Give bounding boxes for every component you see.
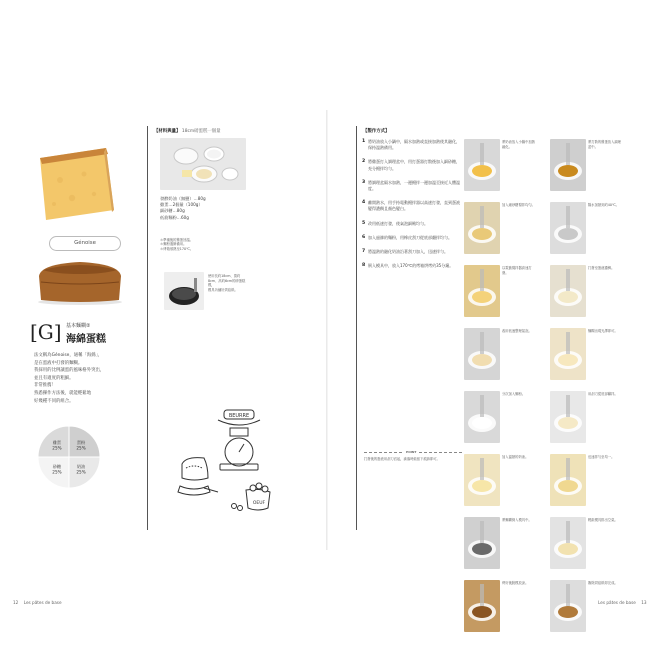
ingredient-item: 低筋麵粉…60g bbox=[160, 214, 189, 220]
tip-divider: POINT bbox=[364, 452, 462, 453]
step-photo-caption: 撕除烘焙紙即完成。 bbox=[588, 581, 618, 585]
intro-line: 非常推薦！ bbox=[34, 383, 56, 389]
recipe-badge: Génoise bbox=[49, 236, 121, 251]
step-6: 6 加入過篩的麵粉，用橡皮刮刀從底部翻拌均勻。 bbox=[362, 234, 452, 240]
intro-line: 我採用的比例讓蛋的風味格外突出， bbox=[34, 368, 105, 374]
step-photo-caption: 將打散的雞蛋放入調理盆中。 bbox=[588, 140, 621, 149]
step-photo-caption: 迅速拌勻至均一。 bbox=[588, 455, 615, 459]
pie-label: 雞蛋 bbox=[52, 439, 62, 445]
pie-value: 25% bbox=[76, 445, 86, 451]
step-7: 7 將溫熱的融化奶油沿著刮刀加入，迅速拌勻。 bbox=[362, 249, 448, 255]
pie-value: 25% bbox=[52, 469, 62, 475]
step-photo-caption: 加入細砂糖攪拌均勻。 bbox=[502, 203, 535, 207]
step-photo bbox=[464, 454, 500, 506]
ingredients-header: 【材料與量】 18cm磅蛋糕一個量 bbox=[154, 129, 221, 134]
step-photo bbox=[550, 454, 586, 506]
step-photo-caption: 輕敲模具排出空氣。 bbox=[588, 518, 618, 522]
pie-label: 蛋粉 bbox=[76, 439, 86, 445]
step-photo bbox=[464, 328, 500, 380]
step-2: 2 將雞蛋打入調理盆中，用打蛋器打散後加入細砂糖，充分攪拌均勻。 bbox=[362, 159, 460, 171]
baking-illustration bbox=[174, 400, 284, 520]
svg-text:OEUF: OEUF bbox=[252, 501, 266, 506]
ingredient-item: 細砂糖…80g bbox=[160, 208, 185, 214]
ingredient-item: 發酵奶油（無鹽）…80g bbox=[160, 196, 206, 201]
intro-line: 是在蛋液中打發的麵糊。 bbox=[34, 360, 83, 366]
intro-line: 好幾種不同的組合。 bbox=[34, 398, 74, 404]
step-photo bbox=[550, 139, 586, 191]
step-photo-caption: 以電動攪拌器高速打發。 bbox=[502, 266, 532, 275]
sponge-slice-photo bbox=[36, 140, 118, 224]
step-3: 3 將調理盆隔水加熱，一邊攪拌一邊加溫至接近人體溫度。 bbox=[362, 179, 460, 192]
step-photo-caption: 打發至蛋液濃稠。 bbox=[588, 266, 615, 270]
note: ＊麵粉過篩備用。 bbox=[160, 242, 187, 247]
step-photo bbox=[464, 265, 500, 317]
step-photo-caption: 隔水加熱到約40℃。 bbox=[588, 203, 619, 207]
ingredients-photo bbox=[160, 138, 246, 190]
mold-photo bbox=[164, 272, 204, 310]
recipe-subtitle: 基本麵糊② bbox=[66, 323, 91, 329]
recipe-title: 海綿蛋糕 bbox=[66, 334, 106, 345]
column-rule-right bbox=[356, 126, 357, 530]
step-photo-caption: 用刮刀從底部翻拌。 bbox=[588, 392, 618, 396]
method-header: 【製作方式】 bbox=[363, 129, 390, 134]
left-page-number: 12 Les pâtes de base bbox=[13, 600, 62, 605]
pie-label: 砂糖 bbox=[52, 464, 62, 470]
step-photo bbox=[550, 391, 586, 443]
step-photo bbox=[550, 202, 586, 254]
step-photo bbox=[464, 139, 500, 191]
loaf-photo bbox=[33, 258, 127, 306]
intro-line: 法文稱為Génoise，通稱「海綿」， bbox=[34, 353, 103, 358]
svg-text:BEURRE: BEURRE bbox=[228, 413, 250, 419]
pie-value: 25% bbox=[76, 469, 86, 475]
intro-line: 並且有適度的粗細。 bbox=[34, 375, 74, 381]
step-photo bbox=[550, 517, 586, 569]
step-photo bbox=[464, 391, 500, 443]
step-photo-caption: 將麵糊倒入模具中。 bbox=[502, 518, 532, 522]
note: ＊烤箱預熱至170℃。 bbox=[160, 246, 194, 251]
right-running-footer: Les pâtes de base bbox=[598, 600, 636, 605]
ratio-pie-chart bbox=[36, 424, 102, 490]
step-photo-caption: 將奶油放入小鍋中加熱融化。 bbox=[502, 140, 535, 149]
step-photo bbox=[550, 328, 586, 380]
gutter bbox=[326, 110, 328, 550]
ingredient-notes bbox=[160, 238, 252, 251]
step-8: 8 倒入模具中，放入170℃的烤箱烘烤約35分鐘。 bbox=[362, 263, 454, 269]
step-photo bbox=[464, 517, 500, 569]
intro-line: 熟悉操作方法後，就能輕鬆地 bbox=[34, 390, 92, 396]
step-photo-caption: 麵糊出現光澤即可。 bbox=[588, 329, 618, 333]
tip-text: 打發後的蛋液用刮刀舀起，滴落時能留下痕跡即可。 bbox=[364, 457, 440, 461]
pie-label: 奶油 bbox=[76, 464, 86, 470]
ingredient-item: 雞蛋…2個量（100g） bbox=[160, 202, 203, 208]
pie-value: 25% bbox=[52, 445, 62, 451]
mold-caption: 使用長約18cm、寬約8cm、高約6cm的磅蛋糕模， 模具內舖好烘焙紙。 bbox=[208, 274, 246, 292]
step-photo-caption: 分次加入麵粉。 bbox=[502, 392, 526, 396]
step-photo-caption: 加入溫熱的奶油。 bbox=[502, 455, 529, 459]
step-photo bbox=[464, 580, 500, 632]
step-photo bbox=[550, 265, 586, 317]
step-1: 1 將奶油放入小鍋中，隔水加熱或直接加熱使其融化，保持溫熱備用。 bbox=[362, 139, 460, 151]
method-steps bbox=[362, 139, 462, 277]
note: ＊準備後的雞蛋回溫。 bbox=[160, 238, 193, 242]
step-photo-caption: 烤好後脫模放涼。 bbox=[502, 581, 529, 585]
step-photo-caption: 改用低速整理氣泡。 bbox=[502, 329, 532, 333]
left-running-footer: Les pâtes de base bbox=[23, 600, 62, 605]
step-photo bbox=[550, 580, 586, 632]
step-photo bbox=[464, 202, 500, 254]
step-5: 5 改用低速打發，使氣泡細緻均勻。 bbox=[362, 220, 428, 226]
tip-box bbox=[364, 452, 462, 461]
recipe-letter: [G] bbox=[30, 320, 62, 344]
column-rule bbox=[147, 126, 148, 530]
ingredient-list bbox=[160, 196, 206, 221]
step-4: 4 離開熱水，用手持電動攪拌器以高速打發，直到蛋液變得濃稠且顏色變白。 bbox=[362, 200, 460, 212]
recipe-intro bbox=[34, 352, 130, 405]
right-page-number: Les pâtes de base 13 bbox=[598, 600, 647, 605]
